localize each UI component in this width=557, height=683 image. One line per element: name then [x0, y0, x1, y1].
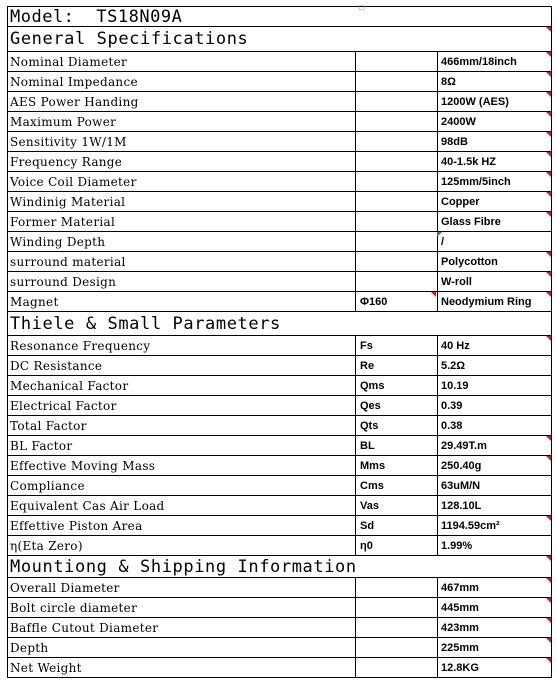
parameter-name-cell[interactable]: Voice Coil Diameter	[10, 174, 137, 189]
comment-indicator-icon	[546, 52, 551, 57]
parameter-symbol-cell[interactable]: Vas	[355, 496, 437, 515]
parameter-symbol-cell[interactable]	[355, 72, 437, 91]
parameter-symbol-cell[interactable]: η0	[355, 536, 437, 555]
spec-row	[8, 516, 551, 536]
parameter-value-cell[interactable]: 125mm/5inch	[437, 172, 551, 191]
model-label: Model:	[10, 7, 75, 26]
comment-indicator-icon	[546, 152, 551, 157]
parameter-symbol-cell[interactable]: Re	[355, 356, 437, 375]
parameter-name-cell[interactable]: Bolt circle diameter	[10, 600, 138, 615]
comment-indicator-icon	[546, 292, 551, 297]
spec-row	[8, 232, 551, 252]
spec-row	[8, 638, 551, 658]
spec-sheet-table	[7, 3, 552, 678]
parameter-value-cell[interactable]: 8Ω	[437, 72, 551, 91]
parameter-symbol-cell[interactable]	[355, 658, 437, 677]
comment-indicator-icon	[546, 72, 551, 77]
section-general-title[interactable]: General Specifications	[10, 29, 249, 49]
section-ts-title[interactable]: Thiele & Small Parameters	[10, 313, 281, 334]
parameter-symbol-cell[interactable]	[355, 232, 437, 251]
parameter-value-cell[interactable]: 250.40g	[437, 456, 551, 475]
general-specs-body	[8, 52, 551, 312]
spec-row	[8, 112, 551, 132]
spec-row	[8, 152, 551, 172]
parameter-symbol-cell[interactable]	[355, 252, 437, 271]
spec-row	[8, 496, 551, 516]
spec-row	[8, 292, 551, 312]
spec-row	[8, 132, 551, 152]
parameter-symbol-cell[interactable]: Fs	[355, 336, 437, 355]
section-general-row	[8, 27, 551, 52]
spec-row	[8, 192, 551, 212]
note-indicator-icon	[437, 232, 442, 237]
ts-params-body	[8, 336, 551, 556]
comment-indicator-icon	[546, 436, 551, 441]
parameter-value-cell[interactable]: 0.39	[437, 396, 551, 415]
spec-row	[8, 396, 551, 416]
parameter-name-cell[interactable]: Electrical Factor	[10, 398, 117, 413]
comment-indicator-icon	[546, 578, 551, 583]
spec-row	[8, 252, 551, 272]
parameter-name-cell[interactable]: Magnet	[10, 294, 59, 309]
comment-indicator-icon	[546, 172, 551, 177]
parameter-name-cell[interactable]: Winding Depth	[10, 234, 106, 249]
comment-indicator-icon	[546, 212, 551, 217]
parameter-name-cell[interactable]: Overall Diameter	[10, 580, 120, 595]
parameter-name-cell[interactable]: Equivalent Cas Air Load	[10, 498, 165, 513]
spec-row	[8, 336, 551, 356]
parameter-symbol-cell[interactable]	[355, 172, 437, 191]
spec-row	[8, 376, 551, 396]
parameter-name-cell[interactable]: Mechanical Factor	[10, 378, 129, 393]
spec-row	[8, 272, 551, 292]
parameter-name-cell[interactable]: Nominal Impedance	[10, 74, 138, 89]
parameter-name-cell[interactable]: Net Weight	[10, 660, 82, 675]
spec-row	[8, 658, 551, 678]
parameter-name-cell[interactable]: Depth	[10, 640, 49, 655]
parameter-value-cell[interactable]: 467mm	[437, 578, 551, 597]
model-row	[8, 3, 551, 27]
parameter-symbol-cell[interactable]	[355, 132, 437, 151]
parameter-name-cell[interactable]: η(Eta Zero)	[10, 538, 83, 553]
parameter-value-cell[interactable]: 40-1.5k HZ	[437, 152, 551, 171]
parameter-name-cell[interactable]: Baffle Cutout Diameter	[10, 620, 159, 635]
parameter-value-cell[interactable]: 10.19	[437, 376, 551, 395]
comment-indicator-icon	[546, 112, 551, 117]
parameter-symbol-cell[interactable]: Sd	[355, 516, 437, 535]
section-ts-row	[8, 312, 551, 336]
parameter-symbol-cell[interactable]: Cms	[355, 476, 437, 495]
parameter-name-cell[interactable]: surround material	[10, 254, 126, 269]
parameter-name-cell[interactable]: Effettive Piston Area	[10, 518, 143, 533]
section-mounting-title[interactable]: Mountiong & Shipping Information	[10, 556, 357, 577]
parameter-value-cell[interactable]: 1194.59cm²	[437, 516, 551, 535]
parameter-symbol-cell[interactable]: BL	[355, 436, 437, 455]
parameter-value-cell[interactable]: 0.38	[437, 416, 551, 435]
mounting-body	[8, 578, 551, 678]
parameter-symbol-cell[interactable]	[355, 152, 437, 171]
parameter-symbol-cell[interactable]: Φ160	[355, 292, 437, 311]
comment-indicator-icon	[546, 132, 551, 137]
parameter-symbol-cell[interactable]	[355, 112, 437, 131]
parameter-symbol-cell[interactable]	[355, 52, 437, 71]
spec-row	[8, 536, 551, 556]
parameter-value-cell[interactable]: 2400W	[437, 112, 551, 131]
parameter-value-cell[interactable]: 1.99%	[437, 536, 551, 555]
parameter-name-cell[interactable]: Frequency Range	[10, 154, 123, 169]
parameter-name-cell[interactable]: AES Power Handing	[10, 94, 139, 109]
parameter-value-cell[interactable]: 29.49T.m	[437, 436, 551, 455]
comment-indicator-icon	[546, 272, 551, 277]
parameter-name-cell[interactable]: Compliance	[10, 478, 85, 493]
comment-indicator-icon	[546, 598, 551, 603]
model-value: TS18N09A	[96, 7, 183, 26]
spec-row	[8, 476, 551, 496]
cell-marker-icon: ▫	[358, 3, 365, 13]
parameter-value-cell[interactable]: 1200W (AES)	[437, 92, 551, 111]
parameter-value-cell[interactable]: 63uM/N	[437, 476, 551, 495]
parameter-value-cell[interactable]: 5.2Ω	[437, 356, 551, 375]
parameter-name-cell[interactable]: Nominal Diameter	[10, 54, 128, 69]
spec-row	[8, 416, 551, 436]
spec-row	[8, 578, 551, 598]
parameter-name-cell[interactable]: DC Resistance	[10, 358, 103, 373]
spec-row	[8, 456, 551, 476]
spec-row	[8, 618, 551, 638]
spec-row	[8, 72, 551, 92]
parameter-name-cell[interactable]: Windinig Material	[10, 194, 126, 209]
parameter-name-cell[interactable]: surround Design	[10, 274, 117, 289]
parameter-symbol-cell[interactable]	[355, 192, 437, 211]
parameter-symbol-cell[interactable]	[355, 638, 437, 657]
parameter-value-cell[interactable]: W-roll	[437, 272, 551, 291]
comment-indicator-icon	[431, 292, 436, 297]
comment-indicator-icon	[546, 27, 551, 32]
section-mounting-row	[8, 556, 551, 578]
model-cell[interactable]	[8, 7, 553, 26]
parameter-value-cell[interactable]: 445mm	[437, 598, 551, 617]
comment-indicator-icon	[546, 618, 551, 623]
parameter-symbol-cell[interactable]: Qms	[355, 376, 437, 395]
comment-indicator-icon	[546, 252, 551, 257]
spec-row	[8, 598, 551, 618]
parameter-value-cell[interactable]: 128.10L	[437, 496, 551, 515]
parameter-value-cell[interactable]: 40 Hz	[437, 336, 551, 355]
parameter-value-cell[interactable]: 225mm	[437, 638, 551, 657]
spec-row	[8, 212, 551, 232]
parameter-value-cell[interactable]: 466mm/18inch	[437, 52, 551, 71]
parameter-value-cell[interactable]: Copper	[437, 192, 551, 211]
spec-row	[8, 436, 551, 456]
parameter-symbol-cell[interactable]: Qts	[355, 416, 437, 435]
parameter-symbol-cell[interactable]	[355, 272, 437, 291]
comment-indicator-icon	[546, 336, 551, 341]
parameter-name-cell[interactable]: Maximum Power	[10, 114, 117, 129]
spec-row	[8, 172, 551, 192]
comment-indicator-icon	[546, 658, 551, 663]
parameter-name-cell[interactable]: Effective Moving Mass	[10, 458, 156, 473]
parameter-value-cell[interactable]: Glass Fibre	[437, 212, 551, 231]
parameter-symbol-cell[interactable]	[355, 598, 437, 617]
parameter-symbol-cell[interactable]	[355, 578, 437, 597]
parameter-name-cell[interactable]: Resonance Frequency	[10, 338, 151, 353]
comment-indicator-icon	[546, 92, 551, 97]
parameter-symbol-cell[interactable]	[355, 212, 437, 231]
parameter-symbol-cell[interactable]: Mms	[355, 456, 437, 475]
spec-row	[8, 356, 551, 376]
comment-indicator-icon	[546, 556, 551, 561]
parameter-name-cell[interactable]: Sensitivity 1W/1M	[10, 134, 127, 149]
comment-indicator-icon	[546, 638, 551, 643]
parameter-symbol-cell[interactable]: Qes	[355, 396, 437, 415]
parameter-symbol-cell[interactable]	[355, 618, 437, 637]
parameter-value-cell[interactable]: /	[437, 232, 551, 251]
parameter-value-cell[interactable]: 12.8KG	[437, 658, 551, 677]
spec-row	[8, 52, 551, 72]
parameter-value-cell[interactable]: 423mm	[437, 618, 551, 637]
parameter-name-cell[interactable]: BL Factor	[10, 438, 73, 453]
parameter-value-cell[interactable]: Polycotton	[437, 252, 551, 271]
comment-indicator-icon	[546, 192, 551, 197]
comment-indicator-icon	[546, 516, 551, 521]
parameter-name-cell[interactable]: Former Material	[10, 214, 116, 229]
spec-row	[8, 92, 551, 112]
parameter-value-cell[interactable]: Neodymium Ring	[437, 292, 551, 311]
parameter-name-cell[interactable]: Total Factor	[10, 418, 87, 433]
comment-indicator-icon	[546, 456, 551, 461]
parameter-symbol-cell[interactable]	[355, 92, 437, 111]
parameter-value-cell[interactable]: 98dB	[437, 132, 551, 151]
